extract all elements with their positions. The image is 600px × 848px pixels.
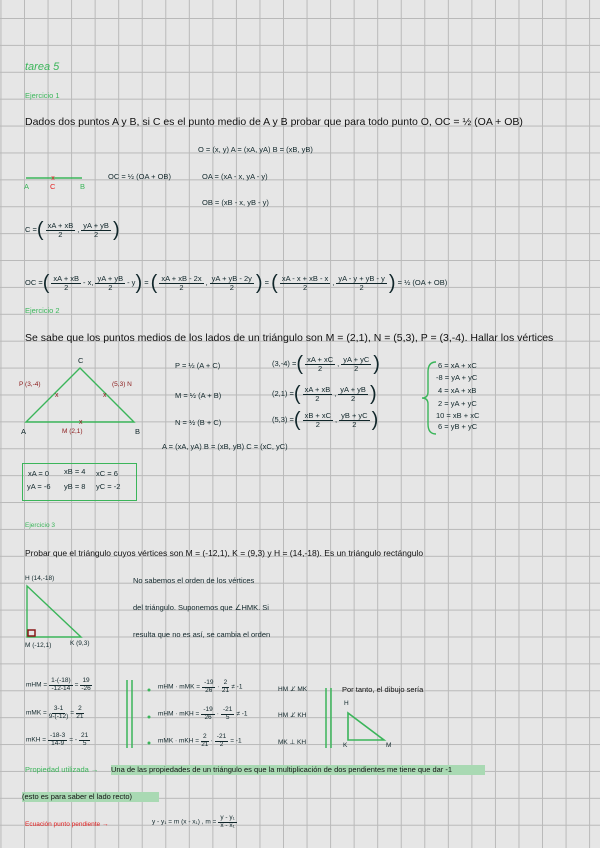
product-mk-kh: mMK · mKH = $\frac{2}{21}$ · $\frac{-21}{2}$ = -1 — [158, 733, 242, 748]
slope-hm — [26, 678, 94, 692]
numerator: xA - x + xB - x — [281, 274, 329, 283]
point-a-label: A — [24, 182, 30, 191]
numerator: xB + xC — [304, 411, 332, 420]
equation-label: Ecuación punto pendiente → — [25, 821, 109, 828]
eq-n: N = ½ (B + C) — [175, 418, 222, 427]
numerator: yB + yC — [341, 411, 368, 420]
numerator: 2 — [78, 705, 82, 712]
denominator: 2 — [302, 282, 308, 292]
property-label: Propiedad utilizada → — [25, 765, 99, 774]
oc-derivation: OC =( $\frac{xA + xB}{2}$ - x, $\frac{yA + yB}{2}$ - y) = ( $\frac{xA + xB - 2x}{2}$ , $\frac{yA + yB - 2y}{2}$ ) = ( $\frac{xA - x + xB - x}{2}$ , $\frac{yA - y + yB - y}{2}$ ) = ½ (OA + OB) — [25, 272, 448, 294]
vertex-k-label: K (9,3) — [70, 640, 90, 647]
point-c-label: C — [50, 182, 56, 191]
point-slope-formula — [152, 815, 239, 829]
denominator: 26 — [204, 713, 212, 721]
small-tri-k: K — [343, 742, 348, 749]
oc-lhs: OC = — [25, 277, 43, 287]
eq-m: M = ½ (A + B) — [175, 391, 222, 400]
system-eq: 6 = xA + xC — [438, 361, 477, 370]
numerator: 2 — [223, 679, 228, 686]
denominator: 2 — [351, 393, 356, 403]
denominator: 2 — [229, 282, 234, 292]
c-lhs: C = — [25, 224, 37, 234]
small-tri-h: H — [344, 700, 349, 707]
midpoint-m-mark: x — [79, 419, 83, 426]
denominator: 2 — [64, 282, 69, 292]
denominator: 5 — [225, 713, 230, 721]
slope-kh — [26, 733, 92, 747]
numerator: xA + xC — [307, 355, 334, 364]
exercise-3-heading: Ejercicio 3 — [25, 522, 55, 529]
vertex-b-label: B — [135, 427, 141, 436]
system-eq: 4 = xA + xB — [438, 386, 477, 395]
lhs: (3,-4) = — [272, 358, 297, 368]
midpoint-n-mark: x — [103, 392, 107, 399]
lhs: mMK · mKH = — [158, 737, 199, 745]
denominator: -12-14 — [51, 684, 71, 692]
denominator: 2 — [219, 740, 224, 748]
result-xa: xA = 0 — [28, 469, 50, 478]
system-eq: 10 = xB + xC — [436, 411, 480, 420]
oc-equation: OC = ½ (OA + OB) — [108, 172, 171, 181]
vertex-defs: A = (xA, yA) B = (xB, yB) C = (xC, yC) — [162, 442, 288, 451]
bullet — [148, 716, 151, 719]
denominator: 9-(-12) — [48, 712, 69, 720]
numerator: -18-3 — [50, 732, 66, 739]
exercise-2-heading: Ejercicio 2 — [25, 306, 60, 315]
numerator: -19 — [203, 706, 213, 713]
product-hm-mk: mHM · mMK = $\frac{-19}{26}$ · $\frac{2}{21}$ ≠ -1 — [158, 679, 243, 694]
denominator: 2 — [352, 419, 357, 429]
oc-rhs: = ½ (OA + OB) — [397, 277, 448, 287]
denominator: 14-9 — [51, 739, 65, 747]
denominator: 2 — [315, 419, 320, 429]
denominator: 2 — [315, 393, 320, 403]
lhs: mKH = — [26, 736, 47, 744]
exercise-3-statement: Probar que el triángulo cuyos vértices son M = (-12,1), K = (9,3) y H = (14,-18). Es un triángulo rectángulo — [25, 548, 424, 558]
lhs: mHM = — [26, 681, 48, 689]
triangle-abc — [26, 368, 134, 422]
vertex-c-label: C — [78, 356, 84, 365]
exercise-2-statement: Se sabe que los puntos medios de los lados de un triángulo son M = (2,1), N = (5,3), P = (3,-4). Hallar los vértices — [25, 332, 554, 344]
numerator: -19 — [204, 679, 214, 686]
result-xb: xB = 4 — [64, 467, 86, 476]
slope-mk — [26, 706, 86, 720]
numerator: 21 — [81, 732, 89, 739]
numerator: 19 — [82, 677, 90, 684]
denominator: 2 — [58, 229, 63, 239]
term: - y — [127, 277, 136, 287]
term: - x, — [83, 277, 94, 287]
bullet — [148, 689, 151, 692]
note-line: del triángulo. Suponemos que ∠HMK. Si — [133, 603, 269, 612]
exercise-1-heading: Ejercicio 1 — [25, 91, 60, 100]
denominator: 26 — [205, 686, 213, 694]
result-ya: yA = -6 — [27, 482, 51, 491]
eq-p: P = ½ (A + C) — [175, 361, 221, 370]
system-brace — [422, 362, 436, 434]
result-yb: yB = 8 — [64, 482, 86, 491]
midpoint-m-label: M (2,1) — [62, 428, 83, 435]
denominator: 21 — [201, 740, 209, 748]
lhs: (5,3) = — [272, 414, 294, 424]
denominator: 21 — [221, 686, 230, 694]
vertex-h-label: H (14,-18) — [25, 575, 55, 582]
denominator: 2 — [359, 282, 364, 292]
numerator: -21 — [216, 733, 227, 740]
lhs: (2,1) = — [272, 388, 294, 398]
eq-p-expanded: (3,-4) =( $\frac{xA + xC}{2}$ , $\frac{yA + yC}{2}$ ) — [272, 353, 380, 375]
numerator: xA + xB — [304, 385, 331, 394]
equals: = — [70, 709, 75, 717]
relation: HM ⊥̸ KH — [278, 712, 307, 719]
denominator: 2 — [108, 282, 113, 292]
denominator: 2 — [179, 282, 184, 292]
numerator: xA + xB — [53, 274, 80, 283]
numerator: xA + xB — [47, 221, 74, 230]
denominator: 2 — [94, 229, 99, 239]
numerator: yA + yB — [97, 274, 124, 283]
bullet — [148, 742, 151, 745]
relation: HM ⊥̸ MK — [278, 686, 308, 693]
numerator: -21 — [222, 706, 233, 713]
equals: = — [74, 681, 79, 689]
lhs: mHM · mMK = — [158, 683, 201, 691]
numerator: yA + yB — [340, 385, 366, 394]
vertex-a-label: A — [21, 427, 27, 436]
result: ≠ -1 — [231, 683, 243, 691]
equals: = - — [69, 736, 78, 744]
right-angle-mark — [28, 630, 35, 636]
result: = -1 — [230, 737, 242, 745]
coordinate-defs: O = (x, y) A = (xA, yA) B = (xB, yB) — [198, 145, 313, 154]
small-tri-m: M — [386, 742, 392, 749]
denominator: 2 — [354, 363, 359, 373]
numerator: 3-1 — [53, 705, 64, 712]
ob-equation: OB = (xB - x, yB - y) — [202, 198, 269, 207]
vertex-m-label: M (-12,1) — [25, 642, 52, 649]
c-formula: C =( $\frac{xA + xB}{2}$ , $\frac{yA + yB}{2}$ ) — [25, 219, 120, 241]
midpoint-p-label: P (3,-4) — [19, 381, 41, 388]
result-xc: xC = 6 — [96, 469, 118, 478]
page-title: tarea 5 — [25, 61, 60, 73]
system-eq: 6 = yB + yC — [438, 422, 478, 431]
midpoint-n-label: (5,3) N — [112, 381, 132, 388]
property-text: Una de las propiedades de un triángulo es que la multiplicación de dos pendientes me tiene que dar -1 — [111, 765, 485, 775]
system-eq: 2 = yA + yC — [438, 399, 477, 408]
result: ≠ -1 — [236, 710, 248, 718]
property-text-2: (esto es para saber el lado recto) — [22, 792, 159, 802]
eq-m-expanded: (2,1) =( $\frac{xA + xB}{2}$ , $\frac{yA + yB}{2}$ ) — [272, 383, 377, 405]
numerator: yA - y + yB - y — [338, 274, 385, 283]
exercise-1-statement: Dados dos puntos A y B, si C es el punto medio de A y B probar que para todo punto O, OC = ½ (OA + OB) — [25, 116, 523, 128]
numerator: 1-(-18) — [51, 677, 71, 684]
formula: y - y₁ = m (x - x₁) , m = — [152, 818, 217, 826]
eq-n-expanded: (5,3) =( $\frac{xB + xC}{2}$ , $\frac{yB + yC}{2}$ ) — [272, 409, 379, 431]
oa-equation: OA = (xA - x, yA - y) — [202, 172, 268, 181]
note-line: No sabemos el orden de los vértices — [133, 576, 255, 585]
conclusion: Por tanto, el dibujo sería — [342, 685, 424, 694]
midpoint-p-mark: x — [55, 392, 59, 399]
system-eq: -8 = yA + yC — [436, 373, 478, 382]
denominator: 5 — [82, 739, 87, 747]
relation: MK ⊥ KH — [278, 739, 307, 746]
numerator: yA + yC — [343, 355, 370, 364]
denominator: 2 — [318, 363, 323, 373]
point-b-label: B — [80, 182, 86, 191]
small-triangle — [348, 713, 384, 740]
numerator: y - y₁ — [220, 814, 235, 821]
product-hm-kh: mHM · mKH = $\frac{-19}{26}$ · $\frac{-21}{5}$ ≠ -1 — [158, 706, 248, 721]
numerator: yA + yB - 2y — [211, 274, 252, 283]
denominator: -26 — [81, 684, 91, 692]
denominator: 21 — [76, 712, 84, 720]
numerator: yA + yB — [83, 221, 109, 230]
lhs: mHM · mKH = — [158, 710, 200, 718]
numerator: 2 — [203, 733, 207, 740]
numerator: xA + xB - 2x — [161, 274, 202, 283]
result-yc: yC = -2 — [96, 482, 121, 491]
note-line: resulta que no es así, se cambia el orden — [133, 630, 271, 639]
midpoint-mark: x — [51, 175, 55, 182]
lhs: mMK = — [26, 709, 47, 717]
denominator: x - x₁ — [220, 821, 235, 829]
